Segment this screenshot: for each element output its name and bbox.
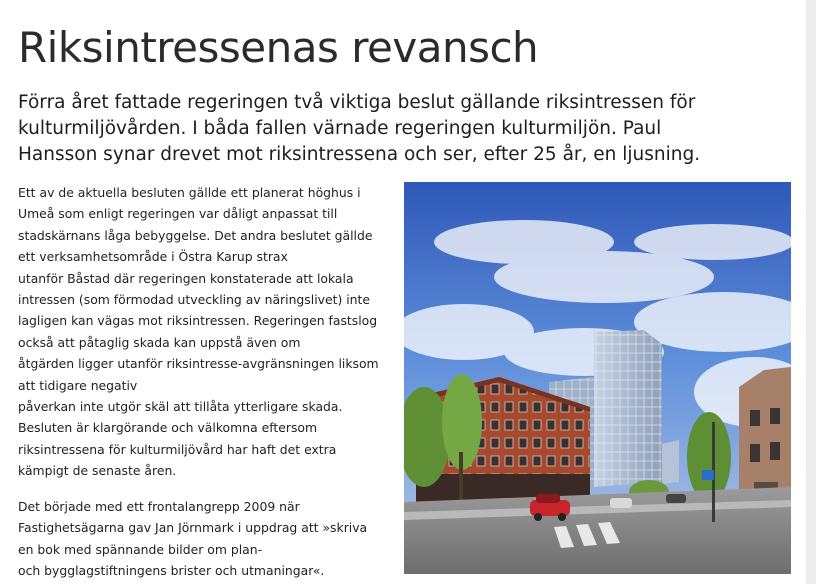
text-line: intressen (som förmodad utveckling av näringslivet) inte bbox=[18, 292, 371, 308]
text-line: att tidigare negativ bbox=[18, 377, 138, 393]
text-line: Besluten är klargörande och välkomna eftersom bbox=[18, 420, 318, 436]
street-sign bbox=[702, 470, 714, 480]
text-line: Fastighetsägarna gav Jan Jörnmark i uppdrag att »skriva bbox=[18, 520, 368, 536]
text-line: Umeå som enligt regeringen var dåligt anpassat till bbox=[18, 206, 338, 222]
page-gutter bbox=[806, 0, 816, 584]
text-line: också att påtaglig skada kan uppstå även om bbox=[18, 334, 301, 350]
text-line: kämpigt de senaste åren. bbox=[18, 463, 177, 479]
building-visualization-image bbox=[404, 182, 791, 574]
text-line: riksintressena för kulturmiljövård har haft det extra bbox=[18, 441, 337, 457]
text-line: ett verksamhetsområde i Östra Karup strax bbox=[18, 249, 288, 265]
article-body bbox=[18, 182, 393, 584]
text-line: påverkan inte utgör skäl att tillåta ytterligare skada. bbox=[18, 399, 343, 415]
text-line: utanför Båstad där regeringen konstaterade att lokala bbox=[18, 270, 354, 286]
paragraph-1 bbox=[18, 182, 393, 482]
text-line: stadskärnans låga bebyggelse. Det andra beslutet gällde bbox=[18, 227, 373, 243]
text-line: en bok med spännande bilder om plan- bbox=[18, 541, 263, 557]
paragraph-2 bbox=[18, 496, 393, 582]
text-line: lagligen kan vägas mot riksintressen. Regeringen fastslog bbox=[18, 313, 378, 329]
text-line: och bygglagstiftningens brister och utmaningar«. bbox=[18, 562, 325, 578]
article-photo bbox=[404, 182, 791, 574]
article-title: Riksintressenas revansch bbox=[18, 23, 539, 72]
street bbox=[404, 487, 791, 574]
text-line: Det började med ett frontalangrepp 2009 när bbox=[18, 498, 300, 514]
text-line: Ett av de aktuella besluten gällde ett planerat höghus i bbox=[18, 185, 361, 200]
text-line: åtgärden ligger utanför riksintresse-avgränsningen liksom bbox=[18, 356, 379, 372]
article-lead: Förra året fattade regeringen två viktiga beslut gällande riksintressen för kulturmiljövården. I båda fallen värnade regeringen kulturmiljön. Paul Hansson synar drevet mot riksintressena och ser, efter 25 år, en ljusning. bbox=[18, 92, 701, 165]
